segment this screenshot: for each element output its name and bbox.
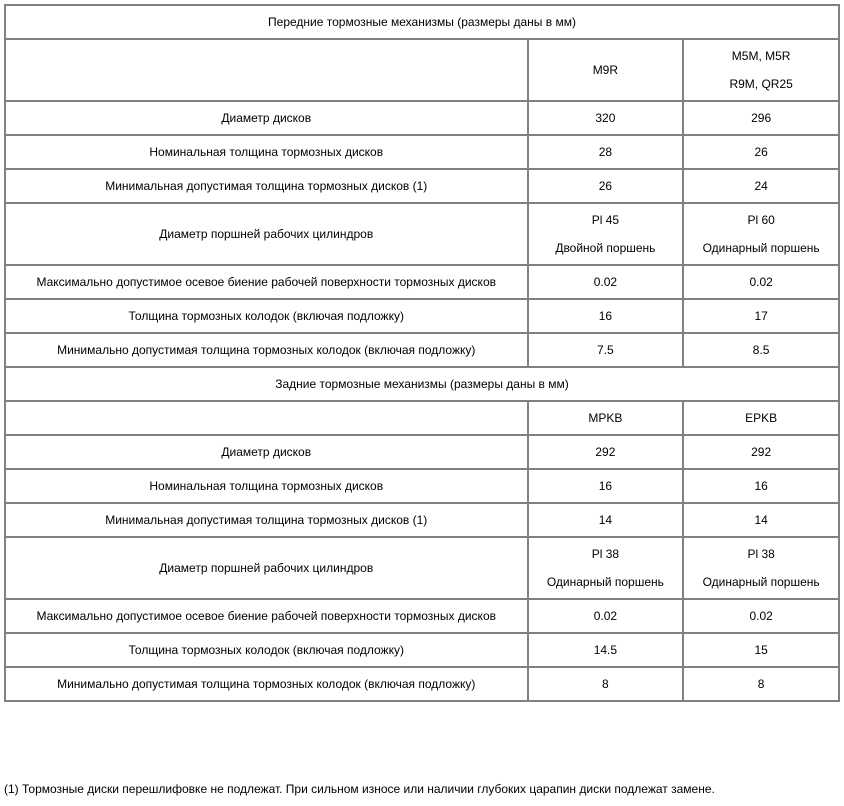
front-header-row [5,39,839,101]
table-row [5,503,839,537]
value-col1 [528,333,684,367]
header-col2-line: EPKB [745,411,778,425]
table-row [5,265,839,299]
header-col2-line: M5M, M5R [731,49,791,63]
value-col2 [683,435,839,469]
value-col2 [683,101,839,135]
value-col1-line: Pl 38 [591,547,620,561]
value-col1-line: 16 [598,309,613,323]
value-col2 [683,203,839,265]
row-label: Номинальная толщина тормозных дисков [5,469,528,503]
row-label: Толщина тормозных колодок (включая подложку) [5,299,528,333]
value-col1-line: 16 [598,479,613,493]
value-col2 [683,333,839,367]
value-col1 [528,265,684,299]
value-col1 [528,503,684,537]
value-col1 [528,633,684,667]
value-col1 [528,537,684,599]
value-col1-line: Pl 45 [591,213,620,227]
row-label: Максимально допустимое осевое биение рабочей поверхности тормозных дисков [5,265,528,299]
table-row [5,101,839,135]
table-row [5,435,839,469]
rear-section-title: Задние тормозные механизмы (размеры даны в мм) [5,367,839,401]
value-col1 [528,599,684,633]
row-label: Диаметр поршней рабочих цилиндров [5,537,528,599]
value-col2 [683,599,839,633]
value-col1-line: 292 [595,445,616,459]
value-col1-line: 7.5 [597,343,614,357]
value-col1-line: 26 [598,179,613,193]
header-col2 [683,39,839,101]
front-section-row [5,5,839,39]
value-col1-line: Одинарный поршень [546,575,664,589]
table-row [5,333,839,367]
header-blank-cell [5,401,528,435]
value-col1 [528,469,684,503]
value-col2 [683,265,839,299]
header-col2-line: R9M, QR25 [729,77,793,91]
row-label: Минимально допустимая толщина тормозных колодок (включая подложку) [5,667,528,701]
value-col2-line: 8 [757,677,765,691]
value-col2-line: 26 [754,145,768,159]
table-row [5,469,839,503]
value-col1-line: 14 [598,513,613,527]
table-row [5,599,839,633]
value-col2-line: 292 [751,445,772,459]
value-col1-line: 28 [598,145,613,159]
value-col1 [528,435,684,469]
brake-spec-table [4,4,840,702]
rear-section-row [5,367,839,401]
value-col2 [683,169,839,203]
value-col2 [683,537,839,599]
header-col1 [528,39,684,101]
table-row [5,135,839,169]
value-col1-line: 8 [602,677,609,691]
value-col1 [528,169,684,203]
header-col1-line: M9R [592,63,619,77]
spec-table-body [5,5,839,701]
row-label: Диаметр дисков [5,435,528,469]
value-col1-line: 14.5 [593,643,618,657]
value-col2 [683,299,839,333]
table-row [5,667,839,701]
header-blank-cell [5,39,528,101]
value-col2 [683,633,839,667]
table-row [5,299,839,333]
value-col2-line: 8.5 [752,343,770,357]
row-label: Номинальная толщина тормозных дисков [5,135,528,169]
rear-header-row [5,401,839,435]
value-col1-line: 320 [595,111,616,125]
value-col2-line: Одинарный поршень [702,575,820,589]
table-row [5,169,839,203]
value-col1-line: 0.02 [593,609,618,623]
value-col2-line: Одинарный поршень [702,241,820,255]
value-col2-line: 0.02 [749,275,773,289]
row-label: Диаметр поршней рабочих цилиндров [5,203,528,265]
value-col2-line: Pl 38 [747,547,775,561]
row-label: Минимальная допустимая толщина тормозных дисков (1) [5,503,528,537]
value-col2 [683,469,839,503]
value-col2-line: Pl 60 [747,213,775,227]
header-col1 [528,401,684,435]
value-col1 [528,203,684,265]
row-label: Диаметр дисков [5,101,528,135]
value-col1 [528,299,684,333]
value-col2-line: 17 [754,309,768,323]
value-col1 [528,101,684,135]
value-col2-line: 15 [754,643,768,657]
value-col2 [683,503,839,537]
value-col1-line: Двойной поршень [555,241,656,255]
value-col2 [683,135,839,169]
value-col2-line: 16 [754,479,768,493]
front-section-title: Передние тормозные механизмы (размеры даны в мм) [5,5,839,39]
header-col1-line: MPKB [588,411,623,425]
value-col1 [528,135,684,169]
table-row [5,633,839,667]
table-row [5,537,839,599]
value-col2-line: 0.02 [749,609,773,623]
footnote: (1) Тормозные диски перешлифовке не подлежат. При сильном износе или наличии глубоких царапин диски подлежат замене. [4,782,715,796]
value-col2 [683,667,839,701]
table-row [5,203,839,265]
header-col2 [683,401,839,435]
value-col1-line: 0.02 [593,275,618,289]
row-label: Минимально допустимая толщина тормозных колодок (включая подложку) [5,333,528,367]
value-col1 [528,667,684,701]
value-col2-line: 24 [754,179,768,193]
row-label: Толщина тормозных колодок (включая подложку) [5,633,528,667]
value-col2-line: 14 [754,513,768,527]
value-col2-line: 296 [751,111,772,125]
row-label: Минимальная допустимая толщина тормозных дисков (1) [5,169,528,203]
row-label: Максимально допустимое осевое биение рабочей поверхности тормозных дисков [5,599,528,633]
